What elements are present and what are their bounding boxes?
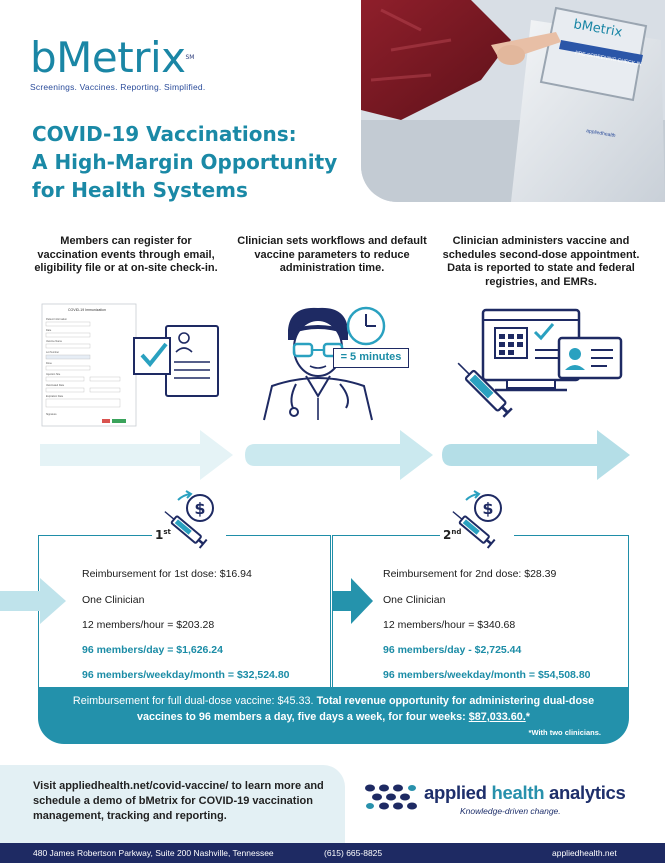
dose-2-column: [332, 535, 629, 687]
dose-1-arrow: [0, 578, 66, 624]
dose-ordinal: 2: [443, 528, 452, 542]
dose-2-clinician: One Clinician: [383, 594, 446, 606]
reporting-icon: [455, 300, 645, 430]
syringe-dollar-icon: [160, 490, 226, 552]
title-line-3: for Health Systems: [32, 178, 248, 202]
stethoscope-icon: [290, 408, 298, 416]
kiosk-illustration: [361, 0, 665, 202]
summary-text: [58, 693, 609, 725]
arrow-right-icon: [40, 430, 233, 480]
dose-1-icon: [160, 490, 226, 552]
company-name: [424, 782, 626, 804]
arrow-right-icon: [333, 578, 373, 624]
title-line-2: A High-Margin Opportunity: [32, 150, 338, 174]
form-row-label: Vaccinated Date: [46, 384, 65, 387]
svg-text:$: $: [194, 499, 206, 518]
cta-link[interactable]: appliedhealth.net/covid-vaccine/: [59, 780, 229, 792]
step-3-text: Clinician administers vaccine and schedules second-dose appointment. Data is reported to state and federal registries, and EMRs.: [442, 235, 640, 288]
logo-trademark: SM: [185, 54, 195, 61]
dose-1-label: [152, 528, 174, 542]
summary-total-text: Total revenue opportunity for administering dual-dose vaccines to 96 members a day, five days a week, for four weeks:: [137, 695, 595, 723]
company-name-1: applied: [424, 782, 487, 803]
syringe-dollar-icon: [448, 490, 514, 552]
cta-post: to learn more and schedule a demo of bMetrix for COVID-19 vaccination management, tracking and reporting.: [33, 780, 324, 822]
reporting-illustration: [455, 300, 645, 430]
dose-1-daily: 96 members/day = $1,626.24: [82, 644, 223, 656]
svg-text:$: $: [482, 499, 494, 518]
dose-1-monthly: 96 members/weekday/month = $32,524.80: [82, 669, 290, 681]
title-line-1: COVID-19 Vaccinations:: [32, 122, 297, 146]
dose-2-reimbursement: Reimbursement for 2nd dose: $28.39: [383, 568, 557, 580]
form-row-label: Vaccine Name: [46, 340, 63, 343]
footer-phone: (615) 665-8825: [324, 848, 383, 858]
form-row-label: Injection Site: [46, 373, 61, 376]
footer-address: 480 James Robertson Parkway, Suite 200 Nashville, Tennessee: [33, 848, 274, 858]
form-mock-title: COVID-19 Immunization: [68, 308, 106, 312]
footer-website[interactable]: appliedhealth.net: [552, 848, 617, 858]
screen-banner: PRE-SCREENING CHECK-IN: [574, 50, 642, 68]
form-row-label: Date: [46, 329, 52, 332]
dose-2-icon: [448, 490, 514, 552]
kiosk-photo: [361, 0, 665, 202]
step-2-text: Clinician sets workflows and default vaccine parameters to reduce administration time.: [237, 235, 427, 274]
cta-text: [33, 779, 333, 824]
registration-form-icon: [38, 300, 236, 430]
dose-2-monthly: 96 members/weekday/month = $54,508.80: [383, 669, 591, 681]
screen-logo: bMetrix: [572, 17, 624, 41]
timer-label: = 5 minutes: [340, 351, 402, 363]
form-row-label: Patient Information: [46, 318, 67, 321]
page-title: [32, 120, 352, 204]
dose-1-clinician: One Clinician: [82, 594, 145, 606]
form-row-label: Lot Number: [46, 351, 60, 354]
dose-ordinal: 1: [155, 528, 164, 542]
summary-footnote: *With two clinicians.: [528, 728, 601, 737]
registration-illustration: [38, 300, 236, 430]
dose-suffix: nd: [451, 528, 462, 536]
company-tagline: Knowledge-driven change.: [460, 806, 561, 816]
logo-tagline: Screenings. Vaccines. Reporting. Simplified.: [30, 82, 206, 92]
summary-reimbursement: Reimbursement for full dual-dose vaccine: $45.33.: [72, 695, 314, 707]
dose-2-arrow: [333, 578, 373, 624]
logo-wordmark: [30, 33, 205, 82]
dose-2-hourly: 12 members/hour = $340.68: [383, 619, 516, 631]
dots-logo-icon: [362, 782, 422, 814]
form-row-label: Dose: [46, 362, 52, 365]
summary-banner: [38, 687, 629, 744]
footer-bar: [0, 843, 665, 863]
form-row-label: Signature: [46, 413, 57, 416]
company-name-3: analytics: [549, 782, 626, 803]
summary-asterisk: *: [525, 711, 530, 723]
logo-name: bMetrix: [30, 33, 186, 82]
process-arrow-2: [245, 430, 433, 480]
form-row-label: Expiration Date: [46, 395, 64, 398]
dose-suffix: st: [163, 528, 171, 536]
dose-2-daily: 96 members/day - $2,725.44: [383, 644, 522, 656]
arrow-right-icon: [442, 430, 630, 480]
cta-box: [0, 765, 345, 843]
dose-1-column: [38, 535, 331, 687]
kiosk-label: appliedhealth: [585, 128, 616, 140]
arrow-right-icon: [0, 578, 66, 624]
dose-1-hourly: 12 members/hour = $203.28: [82, 619, 215, 631]
dose-2-label: [440, 528, 464, 542]
dose-1-reimbursement: Reimbursement for 1st dose: $16.94: [82, 568, 252, 580]
summary-amount: $87,033.60.: [468, 711, 526, 723]
process-arrow-3: [442, 430, 630, 480]
arrow-right-icon: [245, 430, 433, 480]
step-1-text: Members can register for vaccination events through email, eligibility file or at on-site check-in.: [34, 235, 218, 274]
bmetrix-logo: [30, 33, 206, 92]
timer-badge: [333, 348, 409, 368]
cta-pre: Visit: [33, 780, 57, 792]
process-arrow-1: [40, 430, 233, 480]
company-name-2: health: [491, 782, 545, 803]
